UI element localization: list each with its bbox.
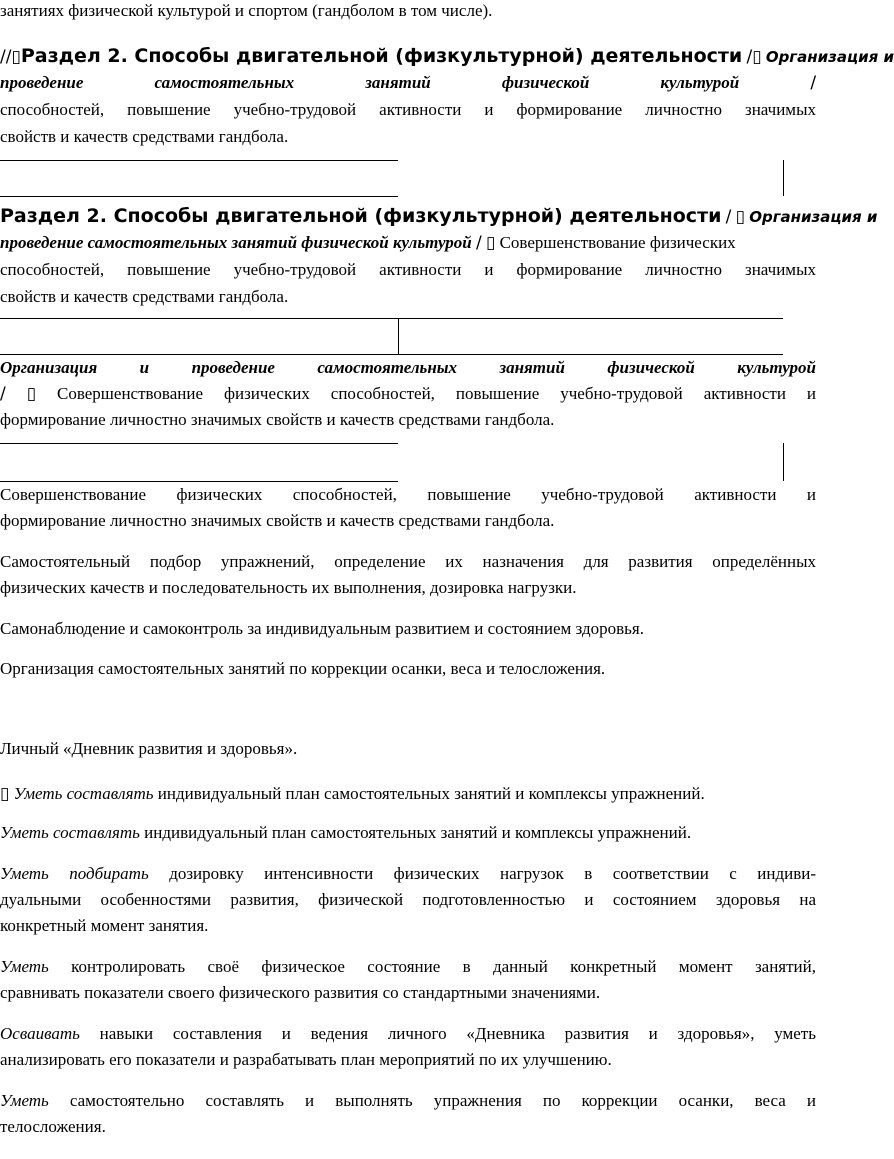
word: занятий xyxy=(499,358,565,377)
glyph-mark: / xyxy=(810,73,817,93)
skill-item xyxy=(0,1021,816,1047)
word: физической xyxy=(501,73,590,92)
skill-verb: Уметь xyxy=(0,957,49,976)
rule-line-vertical xyxy=(783,160,784,196)
skill-item xyxy=(0,954,816,980)
paragraph-line xyxy=(0,508,816,534)
rule-line xyxy=(0,196,398,197)
text: Личный «Дневник развития и здоровья». xyxy=(0,739,298,758)
text: конкретный момент занятия. xyxy=(0,916,209,935)
glyph-mark: // xyxy=(0,47,12,67)
word: самостоятельных xyxy=(154,73,295,92)
skill-item xyxy=(0,1088,816,1114)
word: проведение xyxy=(191,358,275,377)
paragraph-line xyxy=(0,1114,816,1140)
section-title: Раздел 2. Способы двигательной (физкультурной) деятельности xyxy=(0,205,722,227)
paragraph-line xyxy=(0,575,816,601)
glyph-mark: ▯ xyxy=(11,47,21,67)
paragraph-line xyxy=(0,913,816,939)
section-title: Раздел 2. Способы двигательной (физкультурной) деятельности xyxy=(20,45,743,67)
text: самостоятельно составлять и выполнять упражнения по коррекции осанки, веса и xyxy=(69,1091,816,1110)
italic-heading-text: Организация и xyxy=(765,48,894,66)
glyph-mark: / xyxy=(0,384,6,404)
skill-item xyxy=(0,861,816,887)
paragraph-line xyxy=(0,1047,816,1073)
text: сравнивать показатели своего физического развития со стандартными значениями. xyxy=(0,983,601,1002)
word: Организация xyxy=(0,358,98,377)
word: занятий xyxy=(365,73,431,92)
paragraph-line xyxy=(0,616,816,642)
italic-heading-text: Организация и xyxy=(749,208,878,226)
text: индивидуальный план самостоятельных занятий и комплексы упражнений. xyxy=(139,823,692,842)
paragraph-line xyxy=(0,97,816,123)
section-heading xyxy=(0,203,878,229)
word: проведение xyxy=(0,73,84,92)
rule-line xyxy=(0,318,783,319)
paragraph-line xyxy=(0,0,816,24)
italic-heading-line xyxy=(0,70,816,96)
glyph-mark: / xyxy=(746,47,753,67)
text: занятиях физической культурой и спортом (гандболом в том числе). xyxy=(0,1,493,20)
text: анализировать его показатели и разрабатывать план мероприятий по их улучшению. xyxy=(0,1050,612,1069)
word: культурой xyxy=(660,73,740,92)
text: Совершенствование физических способностей, повышение учебно-трудовой активности и xyxy=(57,384,816,403)
paragraph-line xyxy=(0,482,816,508)
paragraph-line xyxy=(0,980,816,1006)
text: свойств и качеств средствами гандбола. xyxy=(0,127,289,146)
glyph-mark: ▯ xyxy=(485,233,496,253)
section-heading xyxy=(0,43,894,69)
skill-verb: Уметь составлять xyxy=(0,823,140,842)
italic-heading-line xyxy=(0,355,816,381)
text: телосложения. xyxy=(0,1117,106,1136)
text: Самостоятельный подбор упражнений, определение их назначения для развития определённых xyxy=(0,552,816,571)
word: самостоятельных xyxy=(317,358,458,377)
paragraph-line xyxy=(0,656,816,682)
skill-verb: Уметь xyxy=(0,1091,49,1110)
text: Совершенствование физических способностей, повышение учебно-трудовой активности и xyxy=(0,485,816,504)
rule-line-vertical xyxy=(783,443,784,481)
text: свойств и качеств средствами гандбола. xyxy=(0,287,289,306)
glyph-mark: ▯ xyxy=(26,384,37,404)
text: Самонаблюдение и самоконтроль за индивидуальным развитием и состоянием здоровья. xyxy=(0,619,644,638)
glyph-mark: / xyxy=(475,233,482,253)
glyph-mark: ▯ xyxy=(752,47,762,67)
rule-line-vertical xyxy=(398,318,399,354)
glyph-mark: / xyxy=(725,207,732,227)
text: дуальными особенностями развития, физической подготовленностью и состоянием здоровья на xyxy=(0,890,816,909)
skill-verb: Осваивать xyxy=(0,1024,80,1043)
text: способностей, повышение учебно-трудовой активности и формирование личностно значимых xyxy=(0,100,816,119)
paragraph-line xyxy=(0,257,816,283)
skill-verb: Уметь подбирать xyxy=(0,864,149,883)
rule-line xyxy=(0,160,398,161)
paragraph-line xyxy=(0,407,816,433)
word: физической xyxy=(607,358,695,377)
paragraph-line xyxy=(0,549,816,575)
text: контролировать своё физическое состояние в данный конкретный момент занятий, xyxy=(71,957,816,976)
paragraph-line xyxy=(0,887,816,913)
text: способностей, повышение учебно-трудовой активности и формирование личностно значимых xyxy=(0,260,816,279)
text: формирование личностно значимых свойств и качеств средствами гандбола. xyxy=(0,410,555,429)
text: навыки составления и ведения личного «Дневника развития и здоровья», уметь xyxy=(99,1024,816,1043)
text: дозировку интенсивности физических нагрузок в соответствии с индиви- xyxy=(169,864,817,883)
skill-item xyxy=(0,781,816,807)
paragraph-line xyxy=(0,284,816,310)
word: и xyxy=(139,358,150,377)
text: Совершенствование физических xyxy=(499,233,736,252)
text: формирование личностно значимых свойств и качеств средствами гандбола. xyxy=(0,511,555,530)
paragraph-line xyxy=(0,381,816,407)
paragraph-line xyxy=(0,124,816,150)
skill-item xyxy=(0,820,816,846)
paragraph-line xyxy=(0,736,816,762)
italic-heading-line xyxy=(0,230,816,256)
glyph-mark: ▯ xyxy=(735,207,745,227)
skill-verb: Уметь составлять xyxy=(13,784,154,803)
text: физических качеств и последовательность их выполнения, дозировка нагрузки. xyxy=(0,578,577,597)
text: Организация самостоятельных занятий по коррекции осанки, веса и телосложения. xyxy=(0,659,606,678)
glyph-mark: ▯ xyxy=(0,784,10,804)
rule-line xyxy=(0,443,398,444)
word: культурой xyxy=(737,358,817,377)
italic-heading-text: проведение самостоятельных занятий физической культурой xyxy=(0,233,472,252)
text: индивидуальный план самостоятельных занятий и комплексы упражнений. xyxy=(153,784,705,803)
